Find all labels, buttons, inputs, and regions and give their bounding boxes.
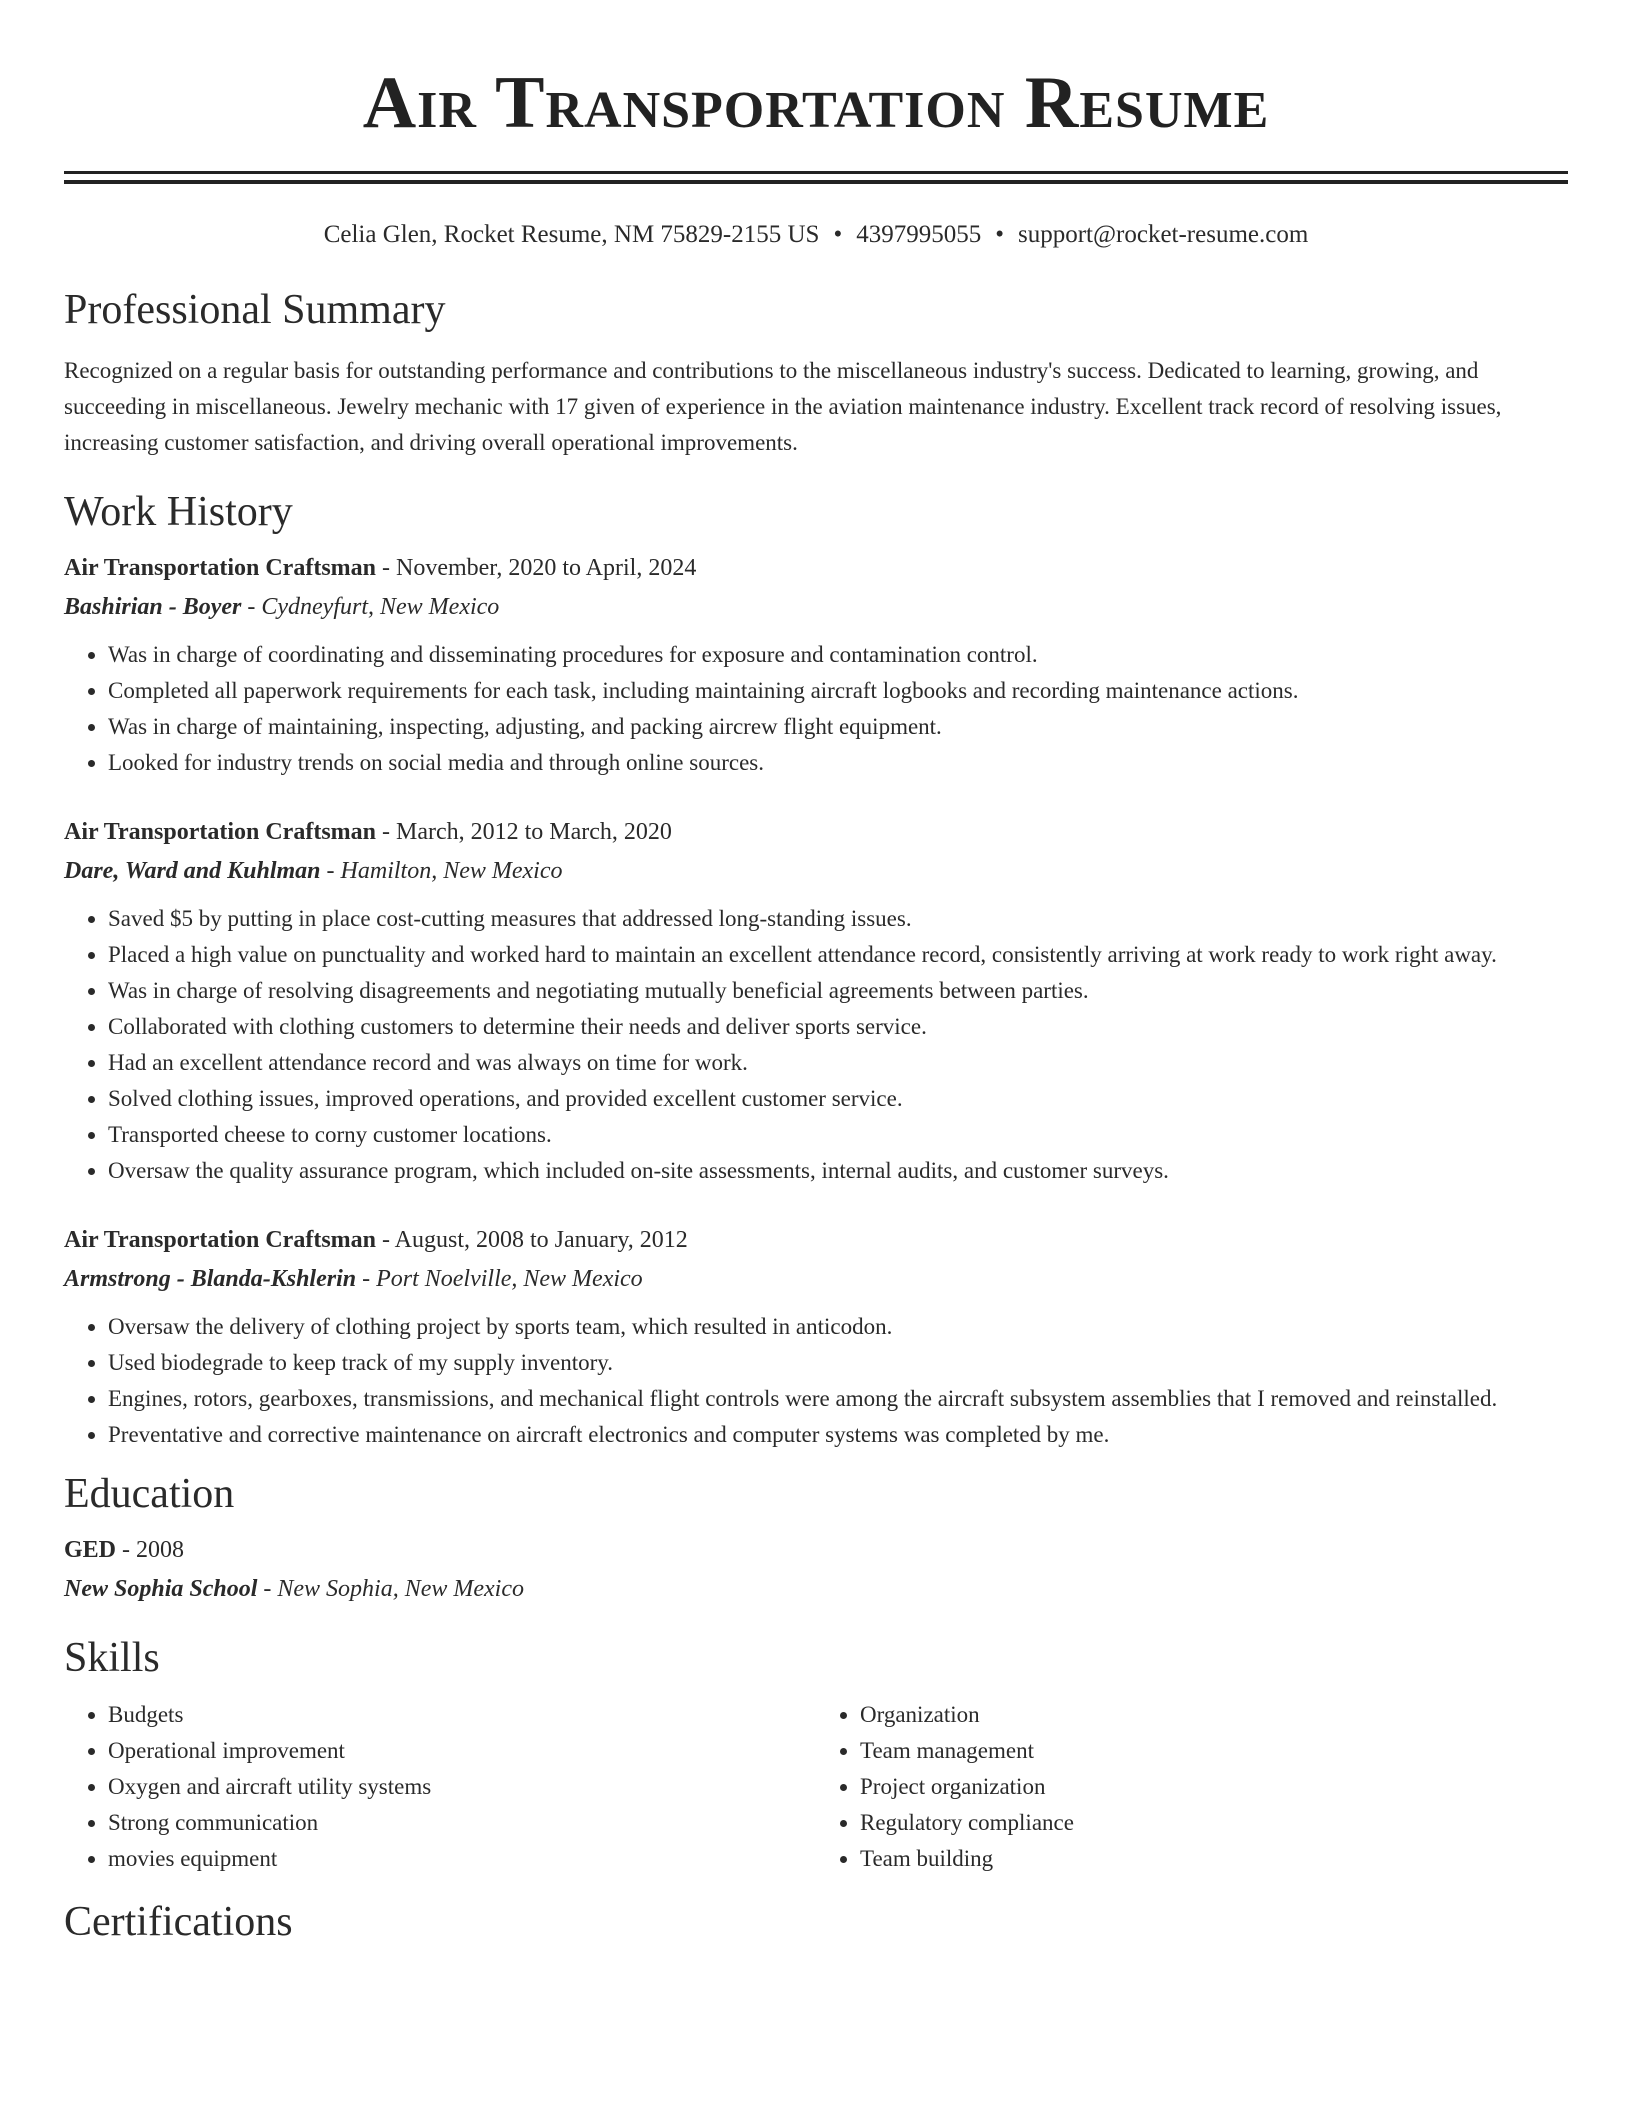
job-title-line bbox=[64, 549, 1568, 587]
job-dates: - November, 2020 to April, 2024 bbox=[376, 555, 697, 581]
education-location: - New Sophia, New Mexico bbox=[257, 1576, 524, 1602]
job-title: Air Transportation Craftsman bbox=[64, 555, 376, 581]
list-item: • Was in charge of maintaining, inspecting, adjusting, and packing aircrew flight equipment. bbox=[108, 709, 1568, 745]
skills-heading: Skills bbox=[64, 1635, 160, 1681]
contact-phone: 4397995055 bbox=[856, 221, 982, 248]
contact-address: Celia Glen, Rocket Resume, NM 75829-2155 US bbox=[323, 221, 820, 248]
job-company: Armstrong - Blanda-Kshlerin bbox=[64, 1266, 357, 1292]
work-history-heading: Work History bbox=[64, 489, 293, 535]
contact-line bbox=[64, 220, 1568, 250]
list-item: • Preventative and corrective maintenance on aircraft electronics and computer systems was completed by me. bbox=[108, 1417, 1568, 1453]
job-title-line bbox=[64, 1221, 1568, 1259]
job-entry bbox=[64, 1221, 1568, 1453]
list-item: • Oversaw the quality assurance program, which included on-site assessments, internal audits, and customer surveys. bbox=[108, 1153, 1568, 1189]
list-item: • Operational improvement bbox=[108, 1733, 816, 1769]
list-item: • Saved $5 by putting in place cost-cutting measures that addressed long-standing issues. bbox=[108, 901, 1568, 937]
job-entry bbox=[64, 549, 1568, 781]
job-bullets bbox=[64, 901, 1568, 1189]
job-title-line bbox=[64, 813, 1568, 851]
skills-columns bbox=[64, 1697, 1568, 1877]
list-item: • Strong communication bbox=[108, 1805, 816, 1841]
job-location: - Cydneyfurt, New Mexico bbox=[241, 594, 500, 620]
job-dates: - March, 2012 to March, 2020 bbox=[376, 819, 672, 845]
job-bullets bbox=[64, 637, 1568, 781]
education-degree-line bbox=[64, 1531, 1568, 1569]
title-divider-bottom bbox=[64, 180, 1568, 184]
list-item: • Collaborated with clothing customers to determine their needs and deliver sports service. bbox=[108, 1009, 1568, 1045]
education-heading: Education bbox=[64, 1471, 235, 1517]
list-item: • Placed a high value on punctuality and worked hard to maintain an excellent attendance record, consistently arriving at work ready to work right away. bbox=[108, 937, 1568, 973]
list-item: • Engines, rotors, gearboxes, transmissions, and mechanical flight controls were among the aircraft subsystem assemblies that I removed and reinstalled. bbox=[108, 1381, 1568, 1417]
skills-list-right bbox=[816, 1697, 1568, 1877]
contact-email: support@rocket-resume.com bbox=[1018, 221, 1309, 248]
job-title: Air Transportation Craftsman bbox=[64, 819, 376, 845]
certifications-heading: Certifications bbox=[64, 1899, 293, 1945]
contact-separator: • bbox=[833, 221, 843, 248]
education-year: - 2008 bbox=[116, 1537, 185, 1563]
contact-separator: • bbox=[995, 221, 1004, 248]
job-company-line bbox=[64, 587, 1568, 627]
job-company: Bashirian - Boyer bbox=[64, 594, 242, 620]
list-item: • Organization bbox=[860, 1697, 1568, 1733]
summary-heading: Professional Summary bbox=[64, 287, 446, 333]
list-item: • Regulatory compliance bbox=[860, 1805, 1568, 1841]
education-degree: GED bbox=[64, 1537, 117, 1563]
job-company-line bbox=[64, 851, 1568, 891]
job-entry bbox=[64, 813, 1568, 1189]
education-entry bbox=[64, 1531, 1568, 1609]
education-school: New Sophia School bbox=[64, 1576, 258, 1602]
list-item: • Budgets bbox=[108, 1697, 816, 1733]
list-item: • Team building bbox=[860, 1841, 1568, 1877]
list-item: • Transported cheese to corny customer locations. bbox=[108, 1117, 1568, 1153]
list-item: • Team management bbox=[860, 1733, 1568, 1769]
list-item: • Was in charge of resolving disagreements and negotiating mutually beneficial agreements between parties. bbox=[108, 973, 1568, 1009]
resume-title: Air Transportation Resume bbox=[362, 62, 1270, 144]
summary-text: Recognized on a regular basis for outstanding performance and contributions to the miscellaneous industry's success. Dedicated to learning, growing, and succeeding in miscellaneous. Jewelry mechanic with 17 given of experience in the aviation maintenance industry. Excellent track record of resolving issues, increasing customer satisfaction, and driving overall operational improvements. bbox=[64, 358, 1502, 455]
list-item: • Looked for industry trends on social media and through online sources. bbox=[108, 745, 1568, 781]
job-bullets bbox=[64, 1309, 1568, 1453]
list-item: • Oversaw the delivery of clothing project by sports team, which resulted in anticodon. bbox=[108, 1309, 1568, 1345]
list-item: • Project organization bbox=[860, 1769, 1568, 1805]
list-item: • Was in charge of coordinating and disseminating procedures for exposure and contamination control. bbox=[108, 637, 1568, 673]
skills-list-left bbox=[64, 1697, 816, 1877]
job-company-line bbox=[64, 1259, 1568, 1299]
list-item: • Oxygen and aircraft utility systems bbox=[108, 1769, 816, 1805]
list-item: • Completed all paperwork requirements for each task, including maintaining aircraft logbooks and recording maintenance actions. bbox=[108, 673, 1568, 709]
job-location: - Port Noelville, New Mexico bbox=[356, 1266, 643, 1292]
job-company: Dare, Ward and Kuhlman bbox=[64, 858, 321, 884]
list-item: • Had an excellent attendance record and was always on time for work. bbox=[108, 1045, 1568, 1081]
job-dates: - August, 2008 to January, 2012 bbox=[376, 1227, 688, 1253]
list-item: • Solved clothing issues, improved operations, and provided excellent customer service. bbox=[108, 1081, 1568, 1117]
list-item: • Used biodegrade to keep track of my supply inventory. bbox=[108, 1345, 1568, 1381]
list-item: • movies equipment bbox=[108, 1841, 816, 1877]
title-divider-top bbox=[64, 171, 1568, 174]
education-school-line bbox=[64, 1569, 1568, 1609]
job-title: Air Transportation Craftsman bbox=[64, 1227, 376, 1253]
job-location: - Hamilton, New Mexico bbox=[320, 858, 563, 884]
